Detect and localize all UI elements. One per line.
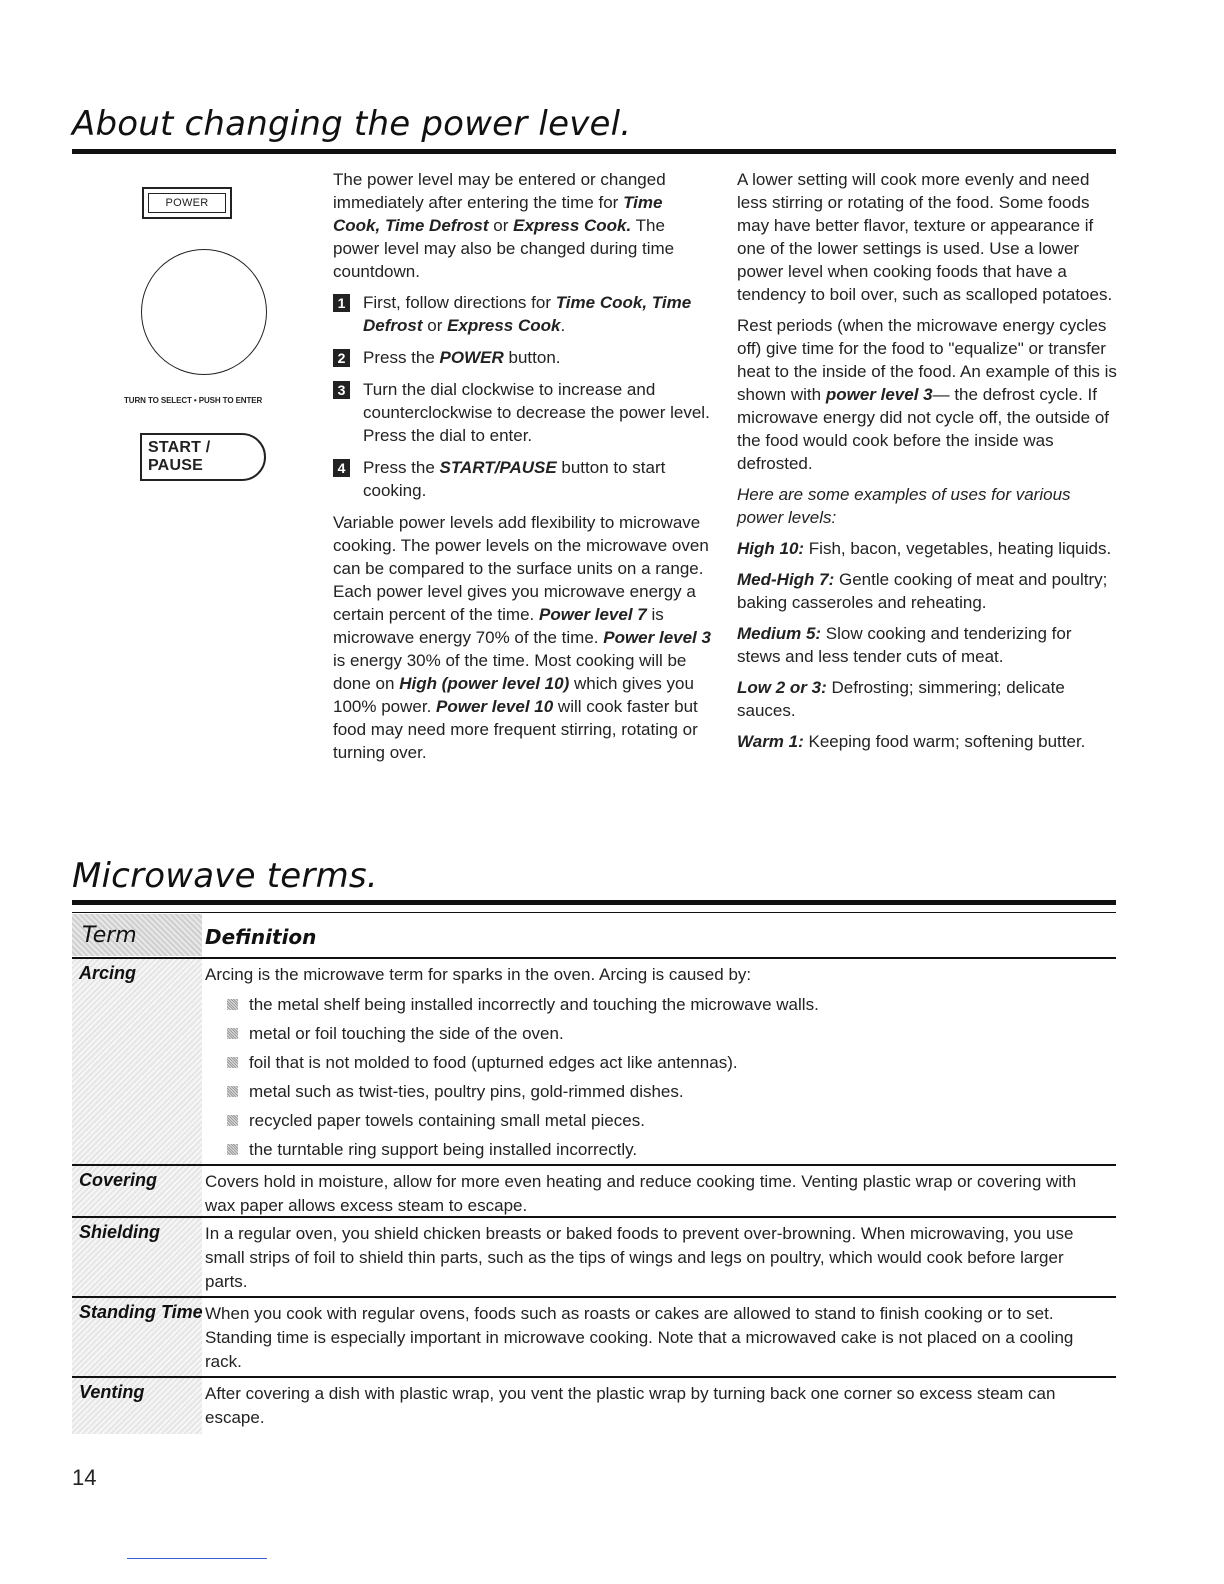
- emphasis: Express Cook: [447, 316, 561, 335]
- list-item-text: metal such as twist-ties, poultry pins, gold-rimmed dishes.: [249, 1082, 684, 1101]
- use-low: [737, 676, 1117, 722]
- use-high: [737, 537, 1117, 560]
- list-item: [205, 1135, 1110, 1164]
- text: First, follow directions for: [363, 293, 556, 312]
- power-button-illustration: [142, 187, 232, 219]
- text: Gentle cooking of meat and poultry; baking casseroles and reheating.: [737, 570, 1108, 612]
- dial-icon: [141, 249, 267, 375]
- emphasis: Power level 3: [603, 628, 711, 647]
- text: or: [422, 316, 448, 335]
- text: is microwave energy 70% of the time.: [333, 605, 664, 647]
- level-label: Med-High 7:: [737, 570, 835, 589]
- dial-caption: TURN TO SELECT • PUSH TO ENTER: [124, 396, 263, 405]
- text: Fish, bacon, vegetables, heating liquids.: [804, 539, 1112, 558]
- term-cell: [72, 959, 202, 1164]
- emphasis: power level 3: [825, 385, 933, 404]
- step-2: [333, 346, 713, 369]
- title-rule: [72, 149, 1116, 154]
- section-title-microwave-terms: Microwave terms.: [72, 856, 378, 896]
- text: button to start cooking.: [363, 458, 666, 500]
- step-number-icon: 1: [333, 294, 350, 312]
- term: Standing Time: [79, 1302, 203, 1322]
- lower-setting-paragraph: A lower setting will cook more evenly and need less stirring or rotating of the food. Some foods may have better flavor, texture or appearance if one of the lower settings is used. Use a lower power level when cooking foods that have a tendency to boil over, such as scalloped potatoes.: [737, 170, 1113, 304]
- bullet-icon: [227, 1086, 238, 1097]
- use-medium: [737, 622, 1117, 668]
- power-button-label: POWER: [165, 197, 209, 209]
- use-med-high: [737, 568, 1117, 614]
- definition: [205, 963, 1110, 1164]
- start-pause-label: START / PAUSE: [148, 439, 211, 474]
- table-row-shielding: [72, 1218, 1116, 1296]
- text: Turn the dial clockwise to increase and counterclockwise to decrease the power level. Press the dial to enter.: [363, 380, 710, 445]
- title-rule-thin: [72, 912, 1116, 913]
- emphasis: Power level 7: [539, 605, 647, 624]
- term: Arcing: [79, 963, 137, 983]
- table-header-term: Term: [72, 914, 202, 956]
- list-item: [205, 1048, 1110, 1077]
- text: The power level may be entered or changed immediately after entering the time for: [333, 170, 666, 212]
- examples-intro: Here are some examples of uses for various power levels:: [737, 485, 1071, 527]
- level-label: Warm 1:: [737, 732, 804, 751]
- start-pause-button-illustration: [140, 433, 266, 481]
- bullet-icon: [227, 999, 238, 1010]
- power-level-notes: [737, 168, 1117, 761]
- table-row-venting: [72, 1378, 1116, 1434]
- emphasis: Time Cook, Time Defrost: [363, 293, 692, 335]
- table-row-covering: [72, 1166, 1116, 1216]
- emphasis: Time Cook, Time Defrost: [333, 193, 663, 235]
- bullet-icon: [227, 1057, 238, 1068]
- step-number-icon: 3: [333, 381, 350, 399]
- definition: After covering a dish with plastic wrap, you vent the plastic wrap by turning back one corner so excess steam can escape.: [205, 1384, 1056, 1427]
- step-4: [333, 456, 713, 502]
- rest-periods-paragraph: [737, 314, 1117, 475]
- text: Keeping food warm; softening butter.: [803, 732, 1086, 751]
- term: Covering: [79, 1170, 158, 1190]
- title-rule: [72, 900, 1116, 905]
- intro-paragraph: [333, 168, 713, 283]
- definition: Covers hold in moisture, allow for more even heating and reduce cooking time. Venting plastic wrap or covering with wax paper allows excess steam to escape.: [205, 1172, 1077, 1215]
- list-item: [205, 1019, 1110, 1048]
- list-item-text: metal or foil touching the side of the oven.: [249, 1024, 564, 1043]
- term: Shielding: [79, 1222, 160, 1242]
- emphasis: START/PAUSE: [439, 458, 557, 477]
- level-label: High 10:: [737, 539, 805, 558]
- step-number-icon: 4: [333, 459, 350, 477]
- definition-text: Arcing is the microwave term for sparks in the oven. Arcing is caused by:: [205, 965, 752, 984]
- emphasis: Power level 10: [436, 697, 554, 716]
- text: is energy 30% of the time. Most cooking will be done on: [333, 651, 687, 693]
- text: Slow cooking and tenderizing for stews and less tender cuts of meat.: [737, 624, 1072, 666]
- text: Press the: [363, 458, 440, 477]
- list-item-text: the metal shelf being installed incorrectly and touching the microwave walls.: [249, 995, 819, 1014]
- variable-power-paragraph: [333, 511, 713, 764]
- step-number-icon: 2: [333, 349, 350, 367]
- text: or: [488, 216, 514, 235]
- list-item-text: recycled paper towels containing small metal pieces.: [249, 1111, 645, 1130]
- level-label: Low 2 or 3:: [737, 678, 827, 697]
- list-item-text: the turntable ring support being installed incorrectly.: [249, 1140, 638, 1159]
- section-title-power-level: About changing the power level.: [72, 104, 632, 144]
- text: Press the: [363, 348, 440, 367]
- cause-list: [205, 990, 1110, 1164]
- level-label: Medium 5:: [737, 624, 822, 643]
- bullet-icon: [227, 1115, 238, 1126]
- emphasis: Express Cook.: [513, 216, 632, 235]
- step-1: [333, 291, 713, 337]
- text: Rest periods (when the microwave energy cycles off) give time for the food to "equalize" or transfer heat to the inside of the food. An example of this is shown with: [737, 316, 1117, 404]
- footer-link-underline: [127, 1558, 267, 1559]
- text: will cook faster but food may need more frequent stirring, rotating or turning over.: [333, 697, 698, 762]
- term: Venting: [79, 1382, 145, 1402]
- bullet-icon: [227, 1028, 238, 1039]
- table-header-definition: Definition: [205, 925, 317, 949]
- text: button.: [503, 348, 561, 367]
- definition: In a regular oven, you shield chicken breasts or baked foods to prevent over-browning. When microwaving, you use small strips of foil to shield thin parts, such as the tips of wings and legs on poultry, which would cook before larger parts.: [205, 1224, 1074, 1291]
- definition: When you cook with regular ovens, foods such as roasts or cakes are allowed to stand to finish cooking or to set. Standing time is especially important in microwave cooking. Note that a microwaved cake is not placed on a cooling rack.: [205, 1304, 1074, 1371]
- text: The power level may also be changed during time countdown.: [333, 216, 675, 281]
- text: Variable power levels add flexibility to microwave cooking. The power levels on the microwave oven can be compared to the surface units on a range. Each power level gives you microwave energy a certain percent of the time.: [333, 513, 709, 624]
- emphasis: POWER: [439, 348, 504, 367]
- list-item-text: foil that is not molded to food (upturned edges act like antennas).: [249, 1053, 738, 1072]
- text: which gives you 100% power.: [333, 674, 694, 716]
- emphasis: High (power level 10): [399, 674, 570, 693]
- bullet-icon: [227, 1144, 238, 1155]
- text: — the defrost cycle. If microwave energy did not cycle off, the outside of the food would cook before the inside was defrosted.: [737, 385, 1109, 473]
- use-warm: [737, 730, 1117, 753]
- power-level-instructions: [333, 168, 713, 772]
- text: Defrosting; simmering; delicate sauces.: [737, 678, 1065, 720]
- list-item: [205, 1077, 1110, 1106]
- page-number: 14: [72, 1465, 97, 1490]
- table-row-standing-time: [72, 1298, 1116, 1376]
- table-row-arcing: [72, 959, 1116, 1164]
- list-item: [205, 990, 1110, 1019]
- text: .: [560, 316, 566, 335]
- list-item: [205, 1106, 1110, 1135]
- step-3: [333, 378, 713, 447]
